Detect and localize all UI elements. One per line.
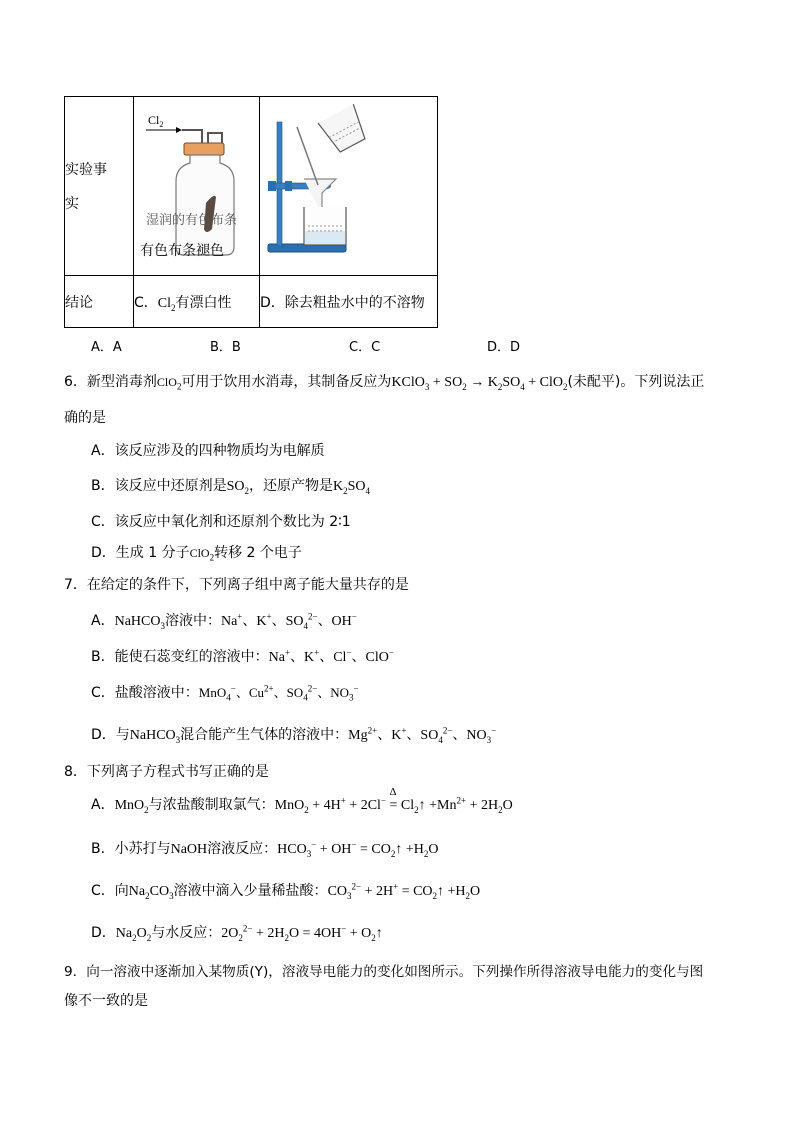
bottle-inner-label: 湿润的有色布条 — [146, 213, 238, 228]
q8-option-c-mid: 溶液中滴入少量稀盐酸： — [173, 883, 328, 899]
q7-option-b-prefix: B．能使石蕊变红的溶液中： — [91, 649, 269, 665]
q7-option-b: B．能使石蕊变红的溶液中：Na+、K+、Cl−、ClO− — [91, 647, 394, 665]
experiment-table — [64, 96, 438, 328]
q9-stem-line1: 9．向一溶液中逐渐加入某物质(Y)，溶液导电能力的变化如图所示。下列操作所得溶液导电能力的变化与图 — [64, 964, 704, 980]
q6-stem-suffix: (未配平)。下列说法正 — [567, 374, 705, 390]
q7-option-c-prefix: C．盐酸溶液中： — [91, 685, 199, 701]
c-figure-caption: 有色布条褪色 — [140, 243, 224, 259]
q7-option-d-mid: 混合能产生气体的溶液中： — [180, 727, 349, 743]
c-conclusion: C．$Cl_2$有漂白性 — [134, 276, 260, 328]
q6-option-a: A．该反应涉及的四种物质均为电解质 — [91, 443, 325, 459]
q5-choice-d: D．D — [487, 340, 521, 355]
q8-option-a-mid: 与浓盐酸制取氯气： — [148, 797, 275, 813]
q6-option-d-suffix: 转移 2 个电子 — [214, 545, 302, 561]
q6-stem-mid: 可用于饮用水消毒，其制备反应为 — [181, 374, 392, 390]
q5-choice-a: A．A — [91, 340, 122, 355]
cell-d-figure — [260, 97, 438, 276]
q9-stem-line2: 像不一致的是 — [64, 993, 148, 1009]
q6-option-b: B．该反应中还原剂是$SO_2$，还原产物是$K_2SO_4$ — [91, 478, 371, 496]
q6-stem-line2: 确的是 — [64, 410, 106, 426]
q6-option-d: D．生成 1 分子ClO$_2$转移 2 个电子 — [91, 545, 302, 563]
q8-option-b: B．小苏打与NaOH溶液反应：$HCO_3^- + OH^-$ = $CO_2↑ +H_2O$ — [91, 839, 439, 859]
d-conclusion: D．除去粗盐水中的不溶物 — [260, 276, 438, 328]
q8-option-d-prefix: D． — [91, 925, 116, 941]
q7-option-c: C．盐酸溶液中：MnO$_4$−、$Cu^{2+}$、$SO_4^{2-}$、$NO_3^-$ — [91, 683, 359, 703]
q7-option-d-prefix: D．与 — [91, 727, 130, 743]
filtration-apparatus-figure — [260, 97, 437, 276]
q6-stem-line1: 6．新型消毒剂ClO$_2$可用于饮用水消毒，其制备反应为KClO$_3$ + $SO_2 \to K_2SO_4 + ClO_2$(未配平)。下列说法正 — [64, 374, 705, 392]
q6-stem-prefix: 6．新型消毒剂 — [64, 374, 157, 390]
q5-choice-c: C．C — [349, 340, 381, 355]
row-header-facts — [65, 97, 134, 276]
q8-option-b-prefix: B．小苏打与 — [91, 841, 171, 857]
q8-option-d-mid: 与水反应： — [151, 925, 222, 941]
row-header-conclusion: 结论 — [65, 276, 134, 328]
q6-option-b-prefix: B．该反应中还原剂是 — [91, 478, 227, 494]
row-header-facts-line1: 实验事 — [65, 162, 107, 178]
q7-option-a-mid: 溶液中： — [164, 613, 221, 629]
q6-option-c: C．该反应中氧化剂和还原剂个数比为 2∶1 — [91, 514, 351, 530]
q8-stem: 8．下列离子方程式书写正确的是 — [64, 764, 269, 780]
q7-option-d: D．与NaHCO$_3$混合能产生气体的溶液中：$Mg^{2+}$、K+、$SO_4^{2-}$、$NO_3^-$ — [91, 725, 497, 745]
q7-option-a: A．NaHCO$_3$溶液中：Na+、K+、$SO_4^{2-}$、OH− — [91, 611, 357, 631]
q7-stem: 7．在给定的条件下，下列离子组中离子能大量共存的是 — [64, 577, 409, 593]
c-conclusion-prefix: C． — [134, 294, 158, 311]
q8-option-c: C．向$Na_2CO_3$溶液中滴入少量稀盐酸：$CO_3^{2-} + 2H^+$ = $CO_2↑ +H_2O$ — [91, 881, 481, 901]
q8-option-b-mid: 溶液反应： — [207, 841, 278, 857]
q6-option-d-prefix: D．生成 1 分子 — [91, 545, 190, 561]
cl2-label: $Cl_2$ — [148, 113, 164, 129]
q8-option-c-prefix: C．向 — [91, 883, 129, 899]
c-conclusion-suffix: 有漂白性 — [175, 294, 232, 311]
row-header-facts-line2: 实 — [65, 196, 79, 212]
cell-c-figure — [134, 97, 260, 276]
q8-option-a: A．MnO$_2$与浓盐酸制取氯气：MnO$_2$ + 4H+ + 2Cl− = Δ $Cl_2↑ +Mn^{2+} + 2H_2O$ — [91, 786, 513, 815]
q8-option-d: D．$Na_2O_2$与水反应：$2O_2^{2-} + 2H_2O = 4OH^-$ + $O_2↑$ — [91, 923, 383, 943]
q6-option-b-mid: ，还原产物是 — [249, 478, 334, 494]
q5-choice-b: B．B — [210, 340, 241, 355]
q7-option-a-prefix: A． — [91, 613, 115, 629]
q8-option-a-prefix: A． — [91, 797, 115, 813]
